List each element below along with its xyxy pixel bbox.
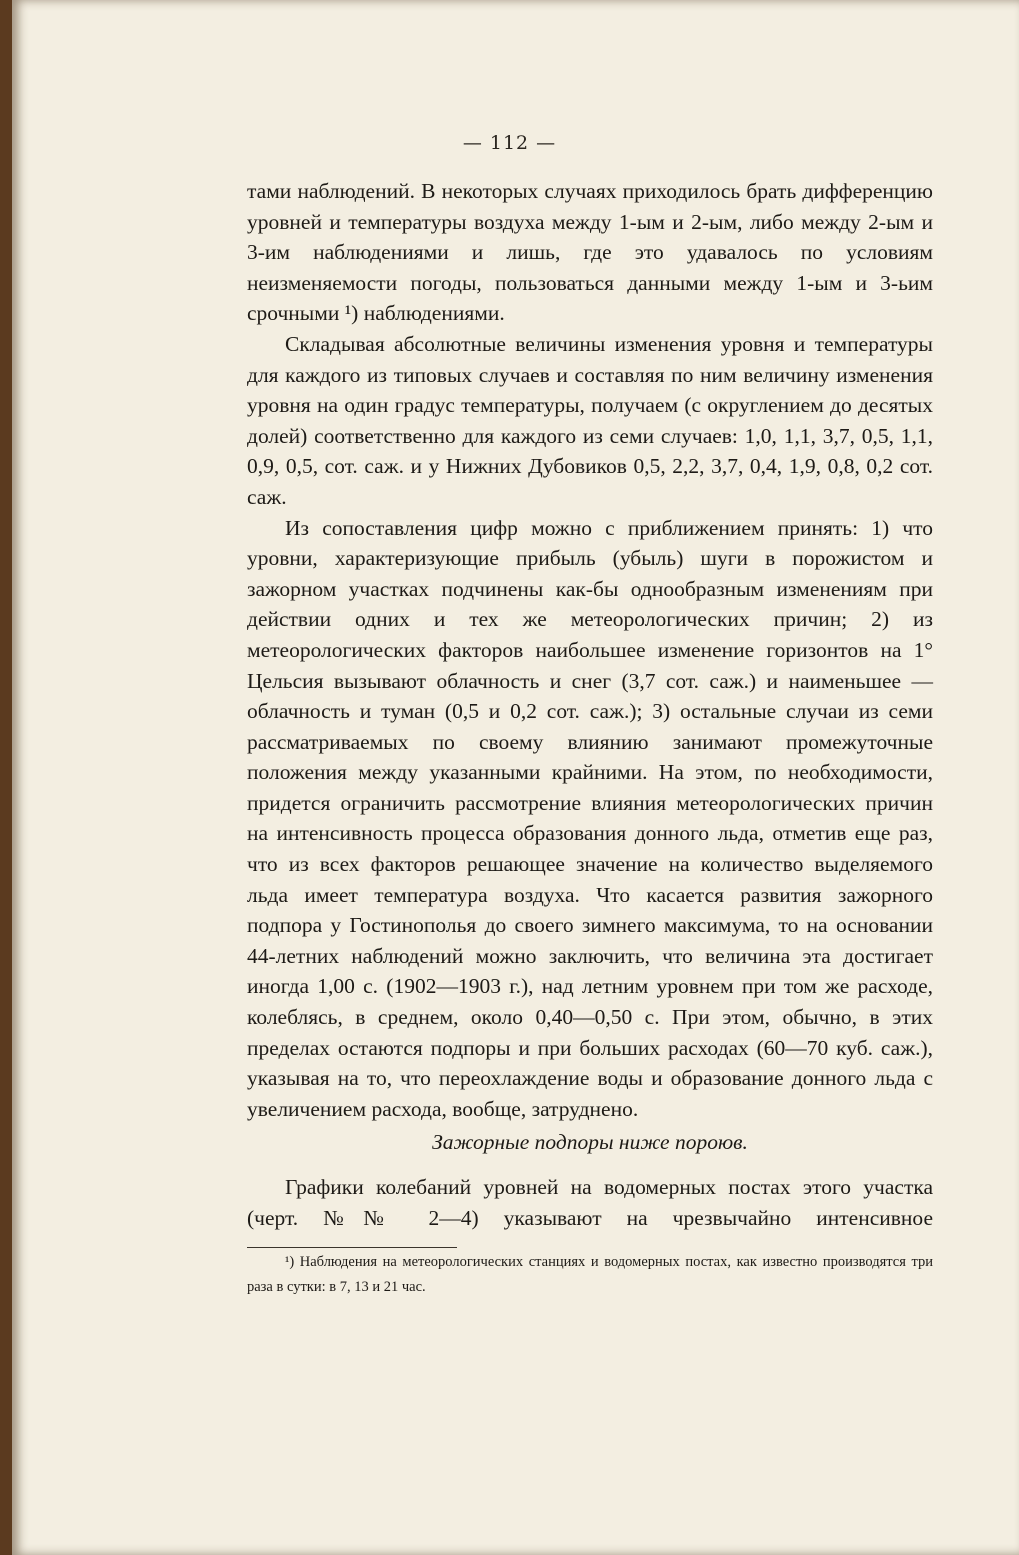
paragraph-2: Складывая абсолютные величины изменения уровня и температуры для каждого из типовых случаев и составляя по ним величину изменения уровня на один градус температуры, получаем (с округлением до десятых долей) соответственно для каждого из семи случаев: 1,0, 1,1, 3,7, 0,5, 1,1, 0,9, 0,5, сот. саж. и у Нижних Дубовиков 0,5, 2,2, 3,7, 0,4, 1,9, 0,8, 0,2 сот. саж. (247, 331, 933, 509)
paragraph-4: Графики колебаний уровней на водомерных постах этого участка (черт. №№ 2—4) указывают на чрезвычайно интенсивное (247, 1175, 933, 1230)
footnote (247, 1250, 933, 1300)
footnote-text: ¹) Наблюдения на метеорологических станциях и водомерных постах, как известно производятся три раза в сутки: в 7, 13 и 21 час. (247, 1254, 933, 1295)
page-number: — 112 — (462, 132, 557, 154)
section-text (247, 1172, 933, 1233)
section-heading: Зажорные подпоры ниже пороюв. (432, 1130, 748, 1154)
main-text (247, 176, 933, 1124)
paragraph-3: Из сопоставления цифр можно с приближением принять: 1) что уровни, характеризующие прибыль (убыль) шуги в порожистом и зажорном участках подчинены как-бы однообразным изменениям при действии одних и тех же метеорологических причин; 2) из метеорологических факторов наибольшее изменение горизонтов на 1° Цельсия вызывают облачность и снег (3,7 сот. саж.) и наименьшее — облачность и туман (0,5 и 0,2 сот. саж.); 3) остальные случаи из семи рассматриваемых по своему влиянию занимают промежуточные положения между указанными крайними. На этом, по необходимости, придется ограничить рассмотрение влияния метеорологических причин на интенсивность процесса образования донного льда, отметив еще раз, что из всех факторов решающее значение на количество выделяемого льда имеет температура воздуха. Что касается развития зажорного подпора у Гостинополья до своего зимнего максимума, то на основании 44-летних наблюдений можно заключить, что величина эта достигает иногда 1,00 с. (1902—1903 г.), над летним уровнем при том же расходе, колеблясь, в среднем, около 0,40—0,50 с. При этом, обычно, в этих пределах остаются подпоры и при больших расходах (60—70 куб. саж.), указывая на то, что переохлаждение воды и образование донного льда с увеличением расхода, вообще, затруднено. (247, 515, 933, 1121)
footnote-divider (247, 1247, 457, 1248)
paragraph-1: тами наблюдений. В некоторых случаях приходилось брать дифференцию уровней и температуры воздуха между 1-ым и 2-ым, либо между 2-ым и 3-им наблюдениями и лишь, где это удавалось по условиям неизменяемости погоды, пользоваться данными между 1-ым и 3-ьим срочными ¹) наблюдениями. (247, 179, 933, 326)
